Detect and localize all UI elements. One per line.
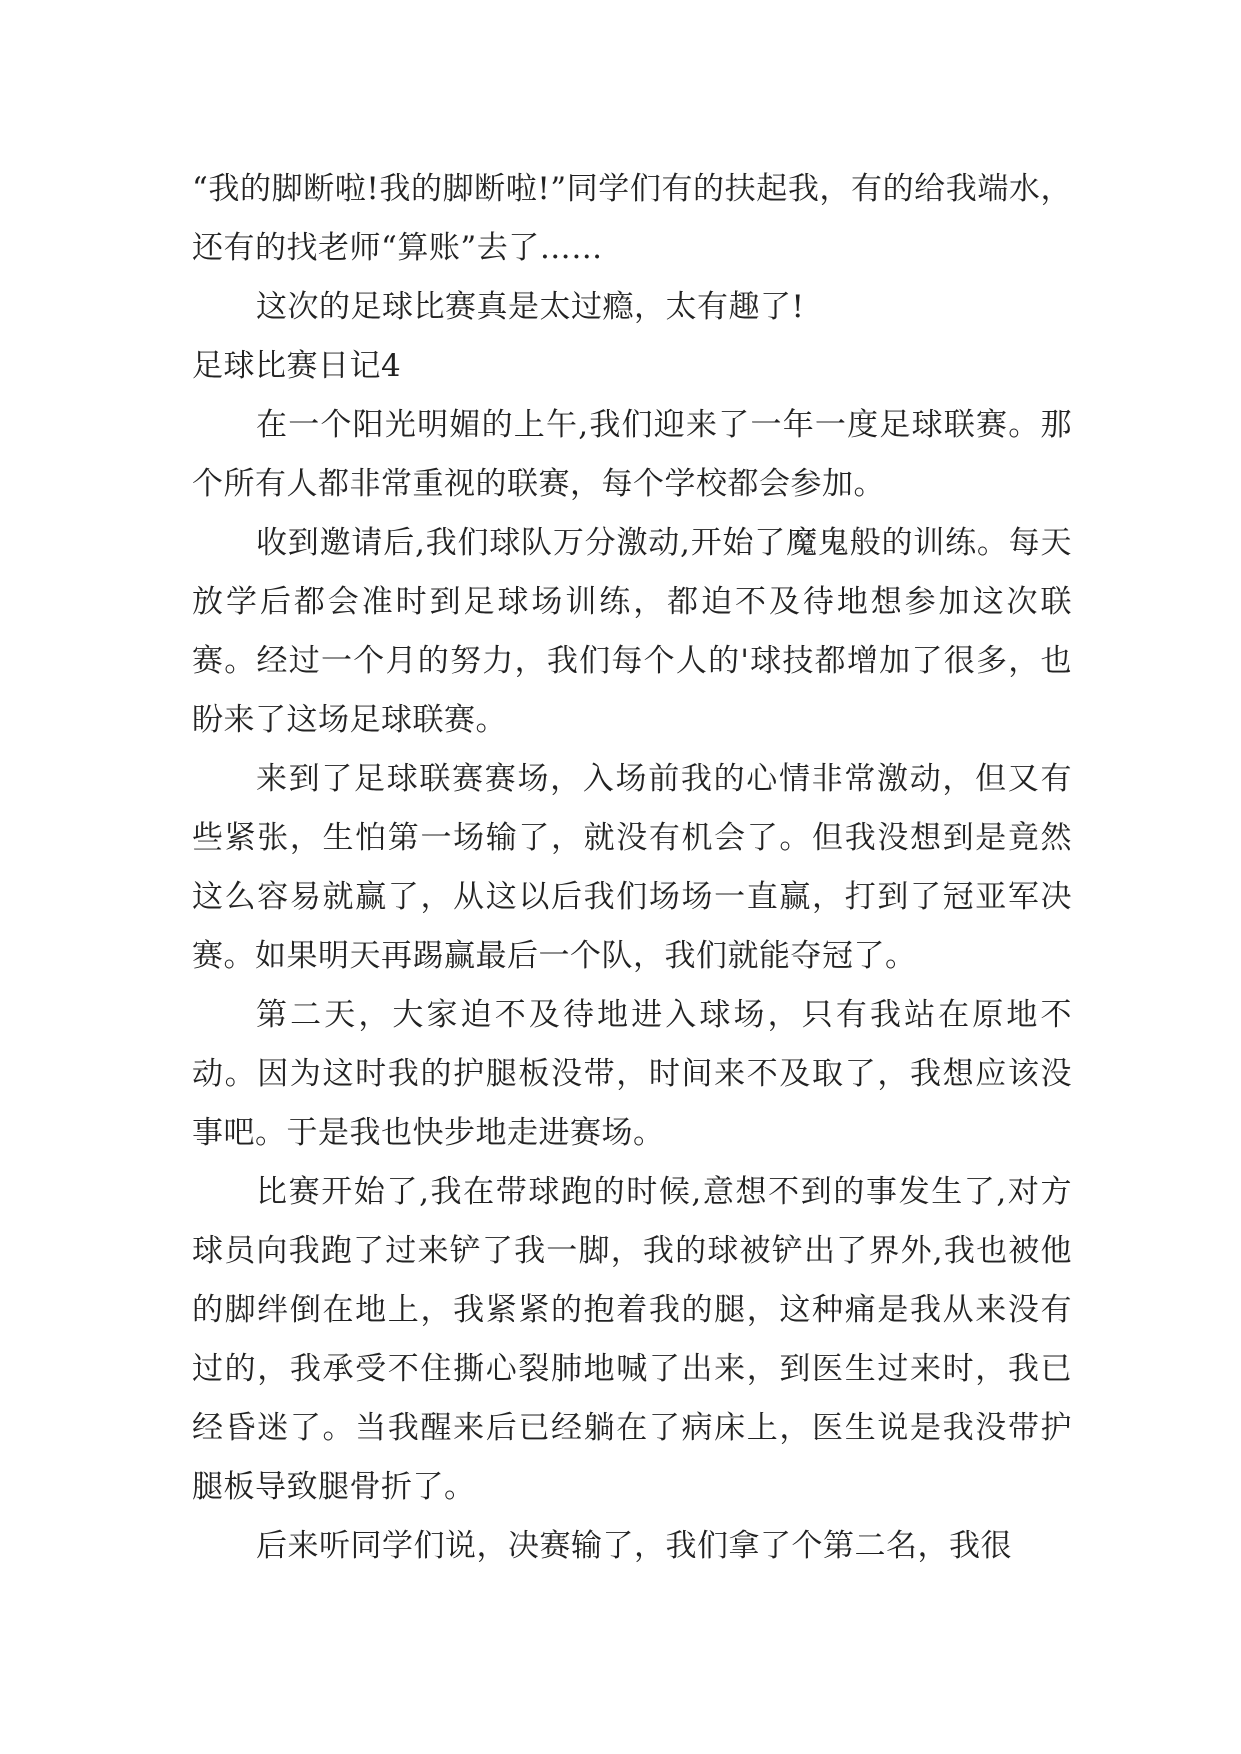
paragraph: 后来听同学们说，决赛输了，我们拿了个第二名，我很 [256, 1528, 1012, 1564]
section-title: 足球比赛日记4 [192, 348, 402, 384]
continuation-paragraph: “我的脚断啦!我的脚断啦!”同学们有的扶起我，有的给我端水，还有的找老师“算账”去了…… [192, 171, 1072, 266]
paragraph: 来到了足球联赛赛场，入场前我的心情非常激动，但又有些紧张，生怕第一场输了，就没有机会了。但我没想到是竟然这么容易就赢了，从这以后我们场场一直赢，打到了冠亚军决赛。如果明天再踢赢最后一个队，我们就能夺冠了。 [192, 761, 1072, 974]
paragraph: 在一个阳光明媚的上午,我们迎来了一年一度足球联赛。那个所有人都非常重视的联赛，每个学校都会参加。 [192, 407, 1072, 502]
paragraph: 比赛开始了,我在带球跑的时候,意想不到的事发生了,对方球员向我跑了过来铲了我一脚，我的球被铲出了界外,我也被他的脚绊倒在地上，我紧紧的抱着我的腿，这种痛是我从来没有过的，我承受不住撕心裂肺地喊了出来，到医生过来时，我已经昏迷了。当我醒来后已经躺在了病床上，医生说是我没带护腿板导致腿骨折了。 [192, 1174, 1072, 1505]
document-body [192, 160, 1072, 1576]
closing-paragraph: 这次的足球比赛真是太过瘾，太有趣了! [256, 289, 805, 325]
paragraph: 收到邀请后,我们球队万分激动,开始了魔鬼般的训练。每天放学后都会准时到足球场训练，都迫不及待地想参加这次联赛。经过一个月的努力，我们每个人的'球技都增加了很多，也盼来了这场足球联赛。 [192, 525, 1072, 738]
paragraph: 第二天，大家迫不及待地进入球场，只有我站在原地不动。因为这时我的护腿板没带，时间来不及取了，我想应该没事吧。于是我也快步地走进赛场。 [192, 997, 1072, 1151]
